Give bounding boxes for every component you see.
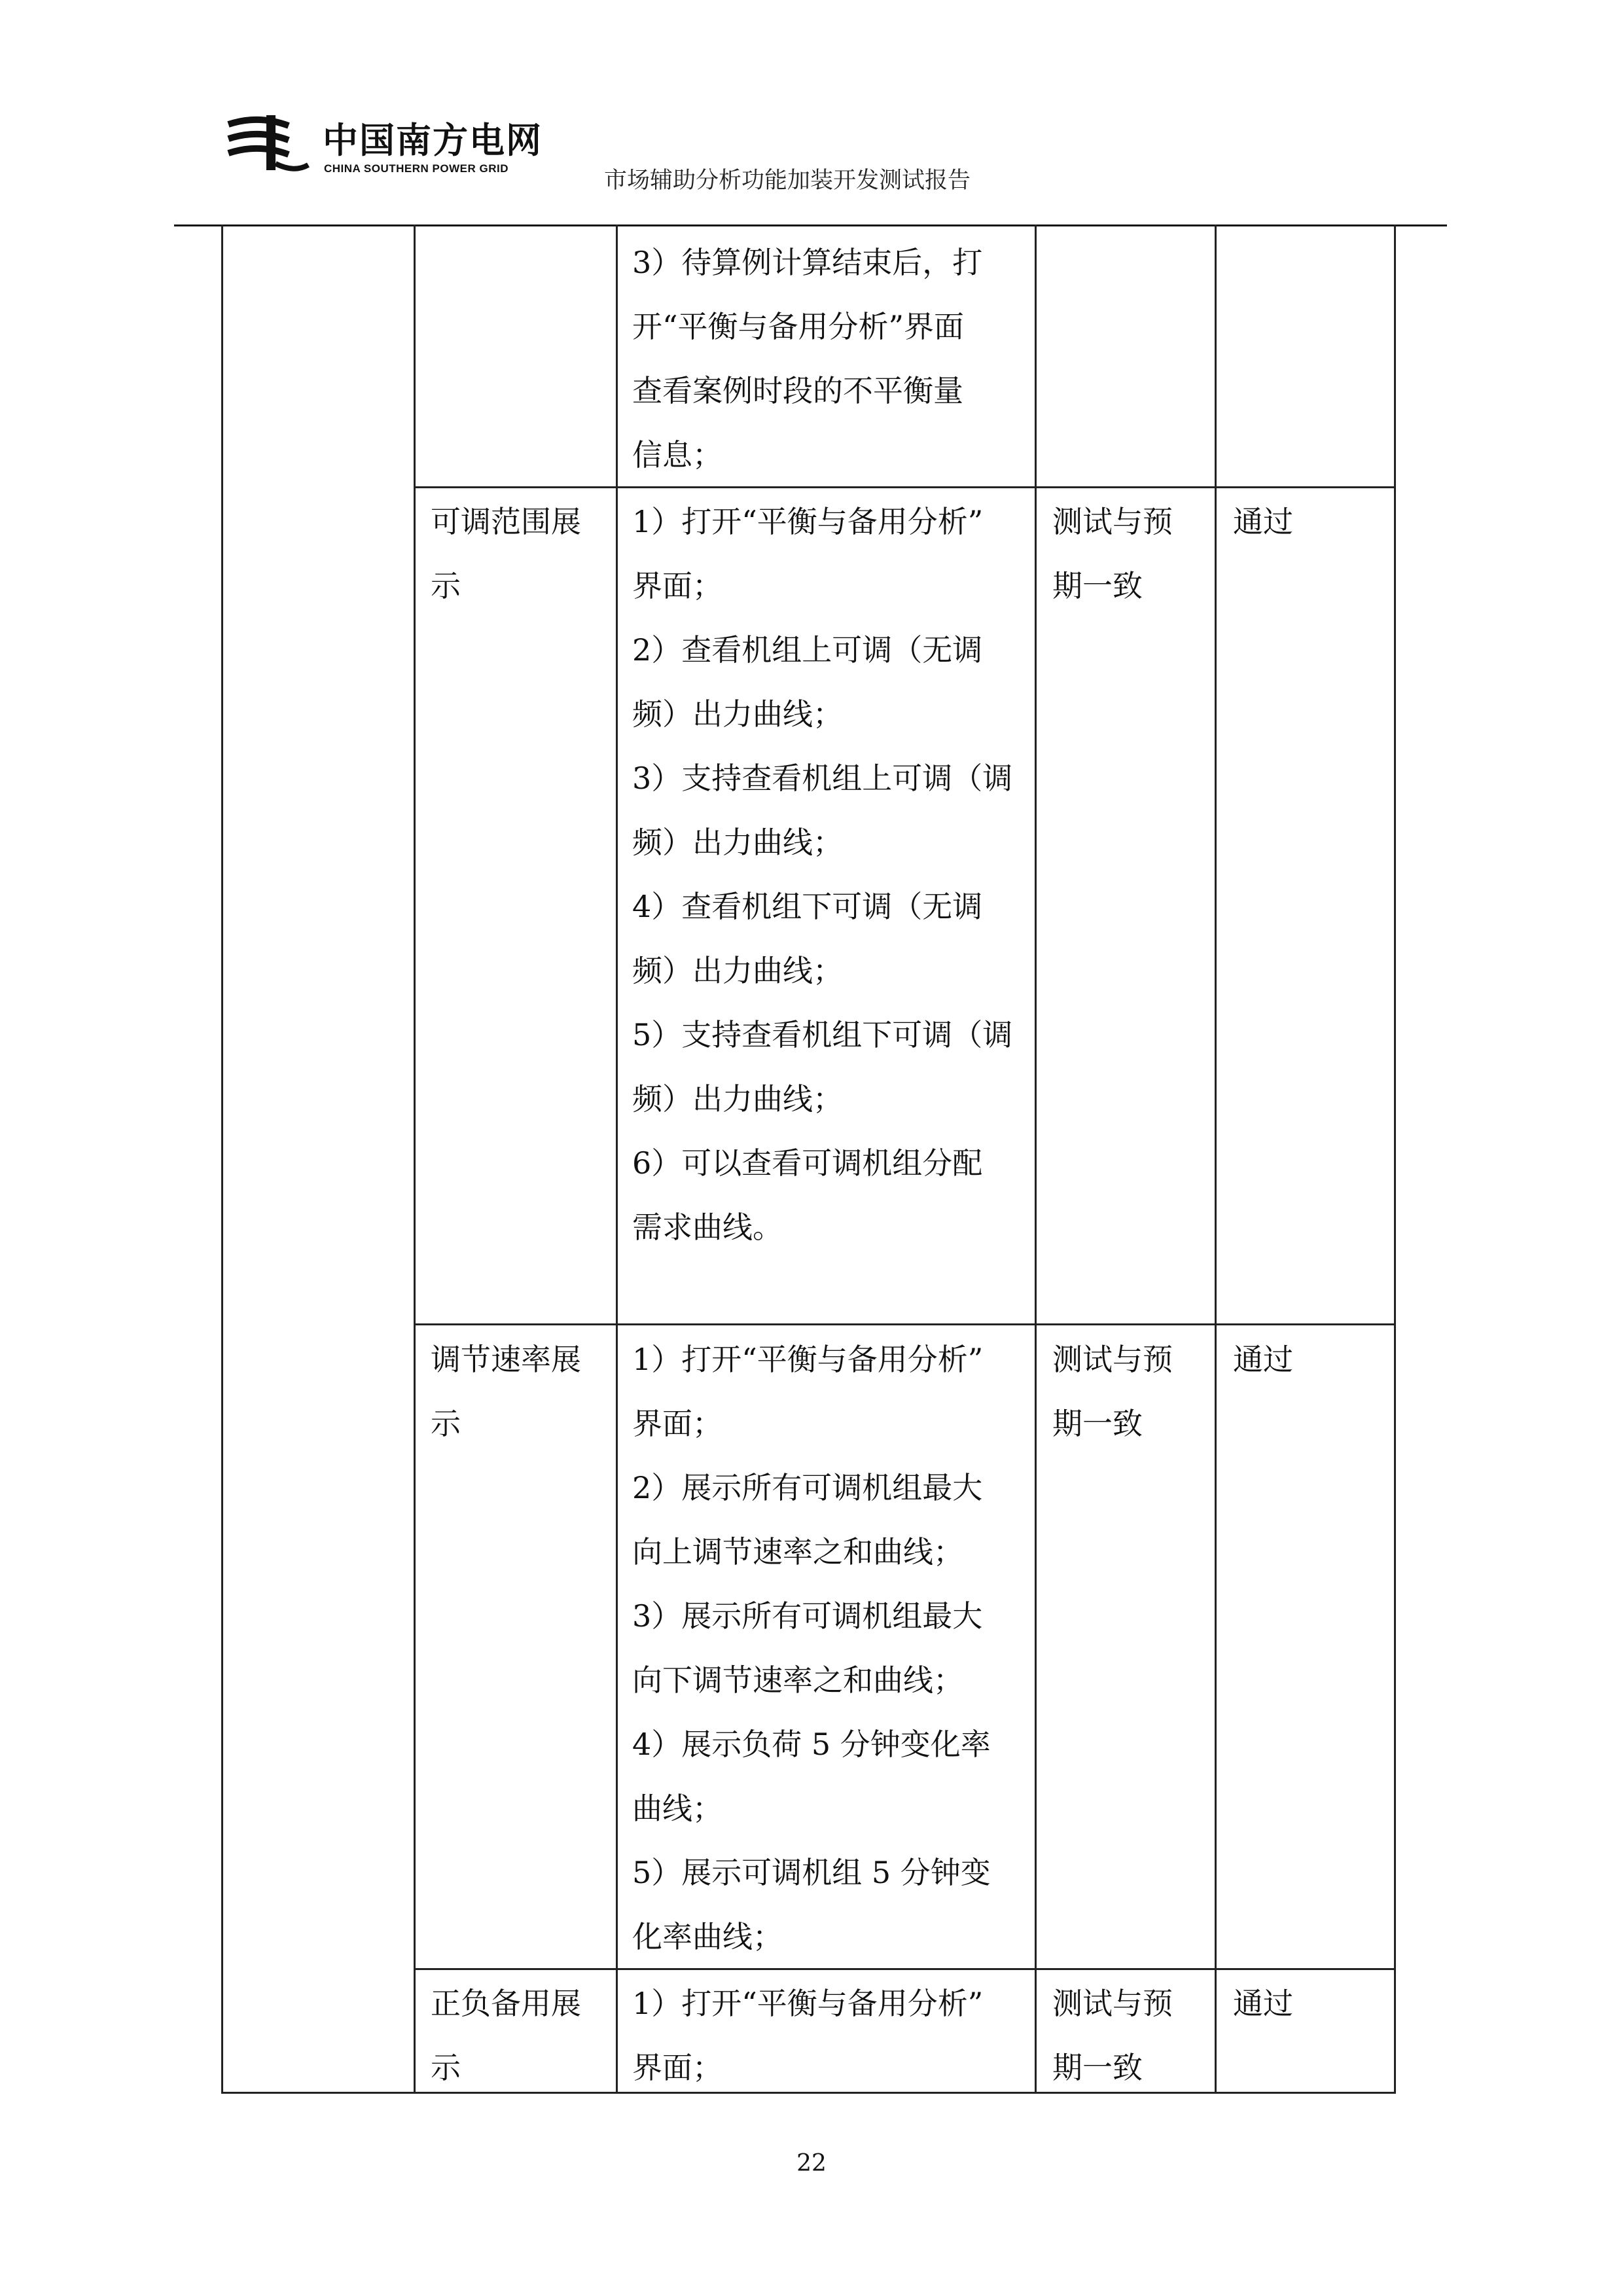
result-line: 测试与预 bbox=[1052, 504, 1173, 539]
step-line: 2）展示所有可调机组最大 bbox=[632, 1470, 983, 1505]
step-line: 5）展示可调机组 5 分钟变 bbox=[632, 1855, 991, 1890]
step-line: 1）打开“平衡与备用分析” bbox=[632, 1342, 984, 1377]
feature-name-line: 可调范围展 bbox=[431, 504, 581, 539]
step-line: 向上调节速率之和曲线； bbox=[632, 1534, 963, 1570]
logo-chinese-name: 中国南方电网 bbox=[323, 120, 543, 161]
result-line: 测试与预 bbox=[1052, 1986, 1173, 2021]
feature-name-line: 示 bbox=[431, 568, 461, 603]
feature-name-cell bbox=[431, 490, 581, 618]
step-line: 开“平衡与备用分析”界面 bbox=[632, 309, 965, 344]
table-border-right bbox=[1394, 224, 1396, 2094]
step-line: 界面； bbox=[632, 1406, 722, 1441]
feature-name-line: 调节速率展 bbox=[431, 1342, 581, 1377]
step-line: 需求曲线。 bbox=[632, 1210, 783, 1245]
logo-english-name: CHINA SOUTHERN POWER GRID bbox=[324, 162, 508, 175]
verdict-cell bbox=[1233, 1971, 1293, 2036]
step-line: 信息； bbox=[632, 437, 722, 473]
step-line: 5）支持查看机组下可调（调 bbox=[632, 1017, 1013, 1052]
table-column-divider bbox=[1035, 224, 1037, 2094]
result-line: 期一致 bbox=[1052, 568, 1143, 603]
table-column-divider bbox=[616, 224, 618, 2094]
step-line: 3）展示所有可调机组最大 bbox=[632, 1598, 983, 1634]
step-line: 4）查看机组下可调（无调 bbox=[632, 889, 983, 924]
verdict-text: 通过 bbox=[1233, 1342, 1293, 1377]
verdict-text: 通过 bbox=[1233, 504, 1293, 539]
result-cell bbox=[1052, 1327, 1173, 1456]
steps-cell bbox=[632, 490, 1012, 1259]
step-line: 1）打开“平衡与备用分析” bbox=[632, 504, 984, 539]
table-column-divider bbox=[1215, 224, 1217, 2094]
result-line: 测试与预 bbox=[1052, 1342, 1173, 1377]
feature-name-line: 示 bbox=[431, 1406, 461, 1441]
document-title: 市场辅助分析功能加装开发测试报告 bbox=[604, 168, 971, 194]
step-line: 6）可以查看可调机组分配 bbox=[632, 1145, 983, 1181]
verdict-cell bbox=[1233, 490, 1293, 554]
step-line: 界面； bbox=[632, 2050, 722, 2085]
step-line: 频）出力曲线； bbox=[632, 696, 843, 732]
step-line: 查看案例时段的不平衡量 bbox=[632, 373, 963, 408]
step-line: 4）展示负荷 5 分钟变化率 bbox=[632, 1727, 991, 1762]
result-line: 期一致 bbox=[1052, 2050, 1143, 2085]
step-line: 曲线； bbox=[632, 1791, 722, 1826]
feature-name-cell bbox=[431, 1327, 581, 1456]
step-line: 2）查看机组上可调（无调 bbox=[632, 632, 983, 668]
step-line: 化率曲线； bbox=[632, 1919, 783, 1954]
feature-name-line: 示 bbox=[431, 2050, 461, 2085]
steps-cell bbox=[632, 1327, 991, 1969]
step-line: 3）支持查看机组上可调（调 bbox=[632, 761, 1013, 796]
step-line: 1）打开“平衡与备用分析” bbox=[632, 1986, 984, 2021]
table-border-left bbox=[221, 224, 223, 2094]
verdict-cell bbox=[1233, 1327, 1293, 1391]
step-line: 频）出力曲线； bbox=[632, 1081, 843, 1117]
steps-cell bbox=[632, 230, 982, 487]
result-cell bbox=[1052, 490, 1173, 618]
verdict-text: 通过 bbox=[1233, 1986, 1293, 2021]
step-line: 频）出力曲线； bbox=[632, 953, 843, 988]
step-line: 向下调节速率之和曲线； bbox=[632, 1662, 963, 1698]
table-row-divider bbox=[414, 1323, 1396, 1325]
steps-cell bbox=[632, 1971, 983, 2100]
result-line: 期一致 bbox=[1052, 1406, 1143, 1441]
table-column-divider bbox=[414, 224, 416, 2094]
step-line: 界面； bbox=[632, 568, 722, 603]
step-line: 频）出力曲线； bbox=[632, 825, 843, 860]
step-line: 3）待算例计算结束后，打 bbox=[632, 245, 983, 280]
feature-name-line: 正负备用展 bbox=[431, 1986, 581, 2021]
page-number: 22 bbox=[796, 2150, 827, 2177]
result-cell bbox=[1052, 1971, 1173, 2100]
feature-name-cell bbox=[431, 1971, 581, 2100]
